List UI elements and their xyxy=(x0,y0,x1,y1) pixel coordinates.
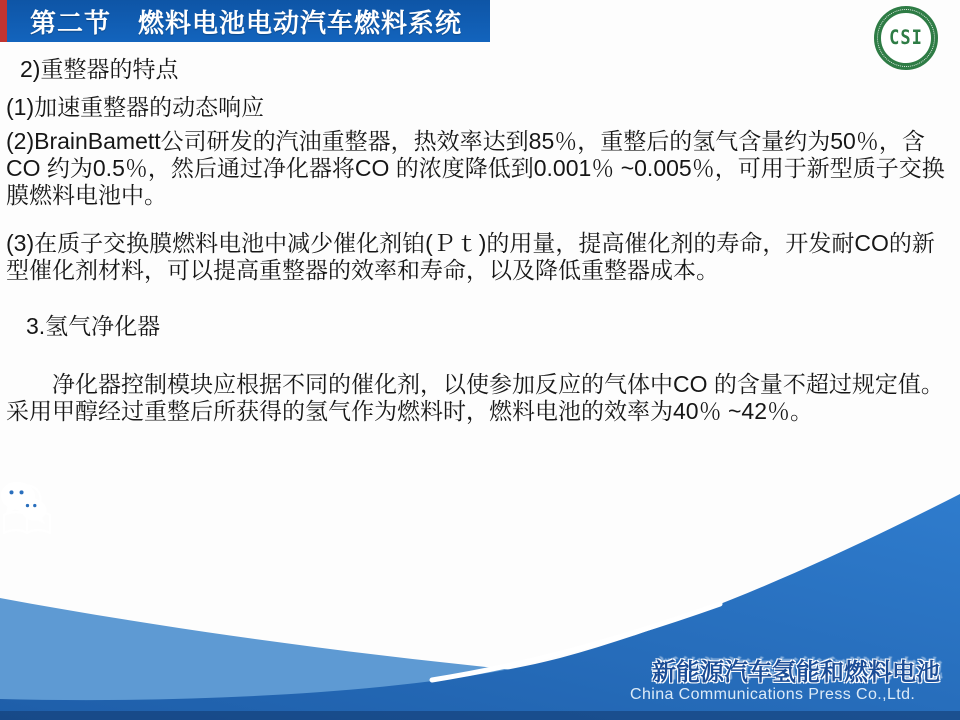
watermark-text: 新能源汽车氢能和燃料电池 xyxy=(652,659,940,686)
wechat-icon xyxy=(0,480,44,522)
company-name-text: China Communications Press Co.,Ltd. xyxy=(630,686,916,703)
body-point-1: (1)加速重整器的动态响应 xyxy=(6,94,265,120)
footer xyxy=(0,480,960,720)
slide-body xyxy=(0,42,960,425)
body-subheading-hydrogen-purifier: 3.氢气净化器 xyxy=(26,313,161,339)
body-point-2: (2)BrainBamett公司研发的汽油重整器，热效率达到85％，重整后的氢气含量约为50％，含CO 约为0.5％，然后通过净化器将CO 的浓度降低到0.001％ ~0.005％，可用于新型质子交换膜燃料电池中。 xyxy=(6,128,945,208)
badge-center-text: CSI xyxy=(889,26,923,50)
body-paragraph-purifier: 净化器控制模块应根据不同的催化剂，以使参加反应的气体中CO 的含量不超过规定值。采用甲醇经过重整后所获得的氢气作为燃料时，燃料电池的效率为40％ ~42％。 xyxy=(6,371,944,424)
body-point-3: (3)在质子交换膜燃料电池中减少催化剂铂(Ｐｔ)的用量，提高催化剂的寿命，开发耐CO的新型催化剂材料，可以提高重整器的效率和寿命，以及降低重整器成本。 xyxy=(6,230,935,283)
body-subheading-reformer-features: 2)重整器的特点 xyxy=(20,56,179,82)
slide-title: 第二节 燃料电池电动汽车燃料系统 xyxy=(30,7,463,38)
header-red-strip xyxy=(0,0,7,42)
wave-bottom-strip xyxy=(0,711,960,720)
header-bar xyxy=(0,0,490,42)
